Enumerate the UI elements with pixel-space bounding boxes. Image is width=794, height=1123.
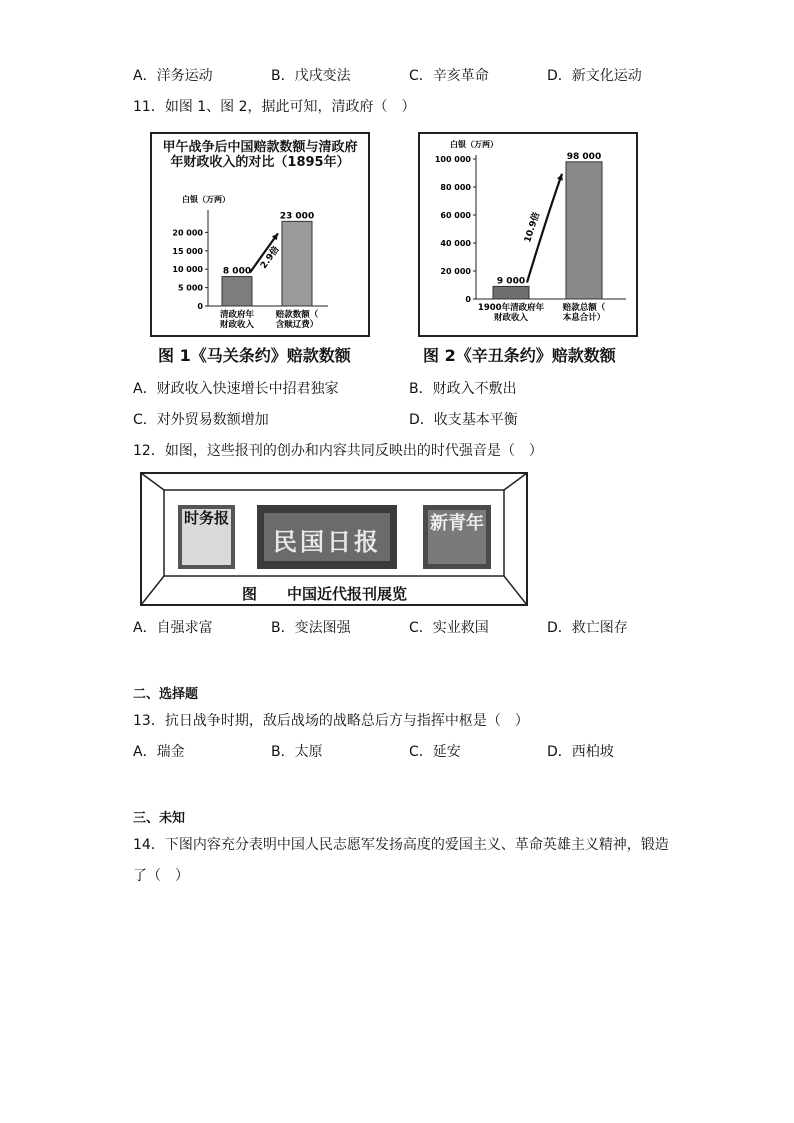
q13-option-c: C．延安 [409, 744, 461, 760]
newspaper-2-title: 民国日报 [273, 528, 381, 556]
ratio-arrowhead [557, 174, 563, 181]
q12-stem: 12．如图，这些报刊的创办和内容共同反映出的时代强音是（ ） [133, 443, 543, 459]
figure-2-caption: 图 2《辛丑条约》赔款数额 [423, 346, 616, 365]
y-tick-label: 20 000 [440, 267, 471, 276]
section-3-heading: 三、未知 [133, 811, 186, 826]
bar-value-label: 98 000 [566, 151, 602, 162]
section-2-heading: 二、选择题 [133, 687, 199, 702]
q11-option-c: C．对外贸易数额增加 [133, 412, 269, 428]
q14-stem-line-2: 了（ ） [133, 868, 189, 884]
y-tick-label: 100 000 [434, 155, 471, 164]
q11-option-b: B．财政入不敷出 [409, 381, 517, 397]
figure-2-frame [418, 132, 638, 337]
y-tick-label: 15 000 [172, 246, 203, 256]
y-tick-label: 10 000 [172, 265, 203, 275]
x-category-label: 1900年清政府年财政收入 [477, 303, 545, 323]
y-tick-label: 0 [197, 302, 203, 311]
ratio-annotation: 2.9倍 [259, 244, 282, 271]
q12-option-b: B．变法图强 [271, 620, 351, 636]
figure-1-title: 甲午战争后中国赔款数额与清政府年财政收入的对比（1895年） [162, 140, 358, 170]
q13-option-a: A．瑞金 [133, 744, 185, 760]
q10-option-d: D．新文化运动 [547, 68, 642, 84]
bar [566, 162, 602, 299]
figure-2-chart [420, 134, 636, 335]
exhibit-caption: 图 中国近代报刊展览 [242, 585, 408, 603]
bar [282, 221, 312, 306]
q11-stem: 11．如图 1、图 2，据此可知，清政府（ ） [133, 99, 416, 115]
y-tick-label: 5 000 [177, 283, 203, 293]
q10-option-b: B．戊戌变法 [271, 68, 351, 84]
q10-option-c: C．辛亥革命 [409, 68, 489, 84]
y-tick-label: 40 000 [440, 239, 471, 248]
y-tick-label: 0 [465, 295, 471, 304]
q12-option-d: D．救亡图存 [547, 620, 628, 636]
q11-option-a: A．财政收入快速增长中招君独家 [133, 381, 339, 397]
y-axis-label: 白银（万两） [450, 140, 498, 149]
q14-stem-line-1: 14．下图内容充分表明中国人民志愿军发扬高度的爱国主义、革命英雄主义精神，锻造 [133, 837, 669, 853]
q13-stem: 13．抗日战争时期，敌后战场的战略总后方与指挥中枢是（ ） [133, 713, 529, 729]
bar [222, 277, 252, 306]
q13-option-b: B．太原 [271, 744, 323, 760]
y-tick-label: 80 000 [440, 183, 471, 192]
q11-option-d: D．收支基本平衡 [409, 412, 518, 428]
newspaper-1-title: 时务报 [183, 509, 229, 527]
q12-option-c: C．实业救国 [409, 620, 489, 636]
bar-value-label: 9 000 [496, 276, 526, 287]
bar [493, 286, 529, 299]
y-tick-label: 60 000 [440, 211, 471, 220]
x-category-label: 清政府年财政收入 [219, 310, 255, 330]
x-category-label: 赔款数额（含赎辽费） [275, 310, 319, 330]
y-axis-label: 白银（万两） [182, 195, 230, 204]
x-category-label: 赔款总额（本息合计） [562, 303, 606, 323]
figure-1-frame [150, 132, 370, 337]
bar-value-label: 8 000 [222, 266, 252, 277]
figure-1-caption: 图 1《马关条约》赔款数额 [158, 346, 351, 365]
newspaper-exhibit-figure [140, 472, 528, 606]
q10-option-a: A．洋务运动 [133, 68, 213, 84]
q13-option-d: D．西柏坡 [547, 744, 614, 760]
newspaper-3-title: 新青年 [430, 513, 484, 534]
y-tick-label: 20 000 [172, 228, 203, 238]
bar-value-label: 23 000 [279, 211, 315, 222]
q12-option-a: A．自强求富 [133, 620, 213, 636]
ratio-annotation: 10.9倍 [523, 211, 543, 244]
